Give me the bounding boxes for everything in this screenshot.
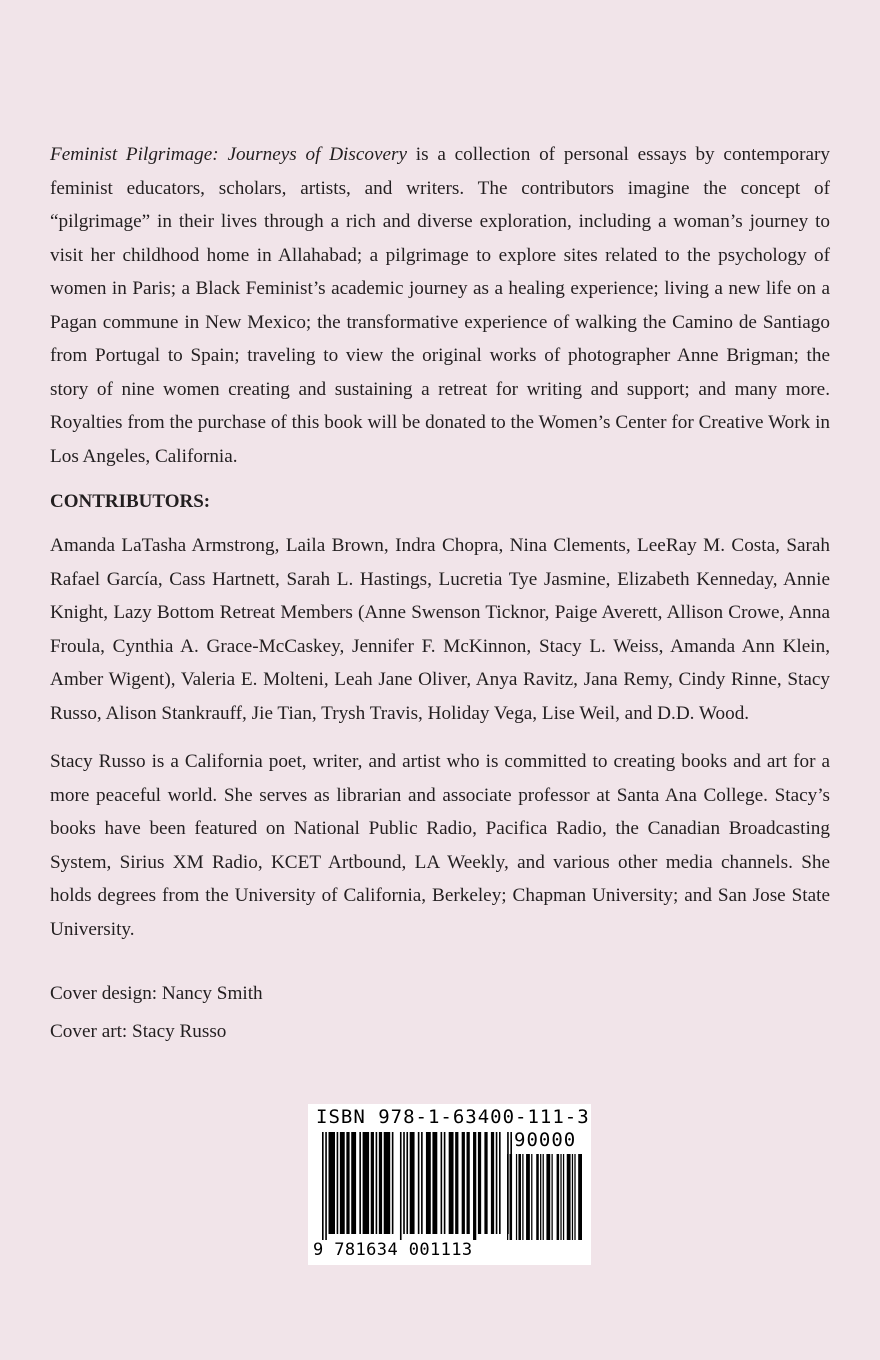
barcode-bar — [567, 1154, 571, 1240]
barcode-bar — [359, 1132, 361, 1234]
barcode-bar — [484, 1132, 487, 1234]
barcode-bar — [337, 1132, 339, 1234]
cover-design-credit: Cover design: Nancy Smith — [50, 983, 263, 1004]
barcode-bar — [426, 1132, 431, 1234]
barcode-bar — [496, 1132, 498, 1234]
barcode-bar — [406, 1132, 408, 1234]
contributors-list: Amanda LaTasha Armstrong, Laila Brown, Indra Chopra, Nina Clements, LeeRay M. Costa, Sarah Rafael García, Cass Hartnett, Sarah L. Hastings, Lucretia Tye Jasmine, Elizabeth Kenneday, Annie Knight, Lazy Bottom Retreat Members (Anne Swenson Ticknor, Paige Averett, Allison Crowe, Anna Froula, Cynthia A. Grace-McCaskey, Jennifer F. McKinnon, Stacy L. Weiss, Amanda Ann Klein, Amber Wigent), Valeria E. Molteni, Leah Jane Oliver, Anya Ravitz, Jana Remy, Cindy Rinne, Stacy Russo, Alison Stankrauff, Jie Tian, Trysh Travis, Holiday Vega, Lise Weil, and D.D. Wood. — [50, 535, 830, 724]
barcode-bar — [557, 1154, 560, 1240]
barcode-bar — [473, 1132, 476, 1240]
barcode-bar — [421, 1132, 423, 1234]
barcode-bar — [540, 1154, 541, 1240]
barcode-bar — [444, 1132, 446, 1234]
author-bio: Stacy Russo is a California poet, writer, and artist who is committed to creating books and art for a more peaceful world. She serves as librarian and associate professor at Santa Ana College. Stacy’s books have been featured on National Public Radio, Pacifica Radio, the Canadian Broadcasting System, Sirius XM Radio, KCET Artbound, LA Weekly, and various other media channels. She holds degrees from the University of California, Berkeley; Chapman University; and San Jose State University. — [50, 751, 830, 940]
barcode-bar — [518, 1154, 521, 1240]
back-cover-text — [50, 138, 830, 1051]
barcode-bar — [572, 1154, 573, 1240]
cover-art-credit: Cover art: Stacy Russo — [50, 1021, 227, 1042]
barcode-bar — [418, 1132, 420, 1234]
ean-number: 9 781634 001113 — [313, 1240, 473, 1260]
barcode-bar — [410, 1132, 415, 1234]
barcode-bar — [432, 1132, 437, 1234]
barcode-bar — [526, 1154, 530, 1240]
barcode-bar — [507, 1154, 508, 1240]
barcode-bar — [376, 1132, 378, 1234]
barcode-bar — [379, 1132, 382, 1234]
barcode-bar — [346, 1132, 349, 1234]
barcode-bar — [322, 1132, 324, 1240]
barcode-bar — [449, 1132, 454, 1234]
barcode-bar — [560, 1154, 561, 1240]
barcode-bar — [325, 1132, 327, 1240]
description-body: is a collection of personal essays by contemporary feminist educators, scholars, artists, and writers. The contributors imagine the concept of “pilgrimage” in their lives through a rich and diverse exploration, including a woman’s journey to visit her childhood home in Allahabad; a pilgrimage to explore sites related to the psychology of women in Paris; a Black Feminist’s academic journey as a healing experience; living a new life on a Pagan commune in New Mexico; the transformative experience of walking the Camino de Santiago from Portugal to Spain; traveling to view the original works of photographer Anne Brigman; the story of nine women creating and sustaining a retreat for writing and support; and many more. Royalties from the purchase of this book will be donated to the Women’s Center for Creative Work in Los Angeles, California. — [50, 144, 830, 467]
barcode-bar — [578, 1154, 582, 1240]
barcode-bar — [543, 1154, 544, 1240]
ean-bars — [322, 1132, 512, 1240]
barcode-bar — [329, 1132, 336, 1234]
barcode-bar — [371, 1132, 374, 1234]
barcode-bar — [551, 1154, 552, 1240]
barcode-bar — [531, 1154, 532, 1240]
book-description — [50, 138, 830, 473]
barcode-bar — [510, 1154, 513, 1240]
barcode-bar — [340, 1132, 345, 1234]
barcode-bar — [563, 1154, 564, 1240]
isbn-barcode — [308, 1104, 591, 1265]
book-title: Feminist Pilgrimage: Journeys of Discovery — [50, 144, 407, 165]
barcode-bar — [522, 1154, 523, 1240]
barcode-bar — [491, 1132, 494, 1234]
barcode-bar — [384, 1132, 391, 1234]
barcode-bar — [363, 1132, 370, 1234]
barcode-bar — [441, 1132, 443, 1234]
barcode-bar — [499, 1132, 501, 1234]
barcode-bar — [351, 1132, 356, 1234]
addon-bars — [507, 1154, 582, 1240]
barcode-bar — [546, 1154, 550, 1240]
barcode-bar — [400, 1132, 402, 1240]
barcode-bar — [536, 1154, 539, 1240]
contributors-heading: CONTRIBUTORS: — [50, 491, 211, 512]
barcode-bar — [467, 1132, 470, 1234]
barcode-bar — [455, 1132, 458, 1234]
barcode-bar — [462, 1132, 465, 1234]
isbn-label: ISBN 978-1-63400-111-3 — [316, 1106, 590, 1128]
barcode-bar — [516, 1154, 517, 1240]
barcode-bar — [478, 1132, 481, 1234]
barcode-bar — [392, 1132, 394, 1234]
price-code: 90000 — [514, 1129, 577, 1151]
barcode-bar — [574, 1154, 575, 1240]
barcode-bar — [403, 1132, 405, 1234]
